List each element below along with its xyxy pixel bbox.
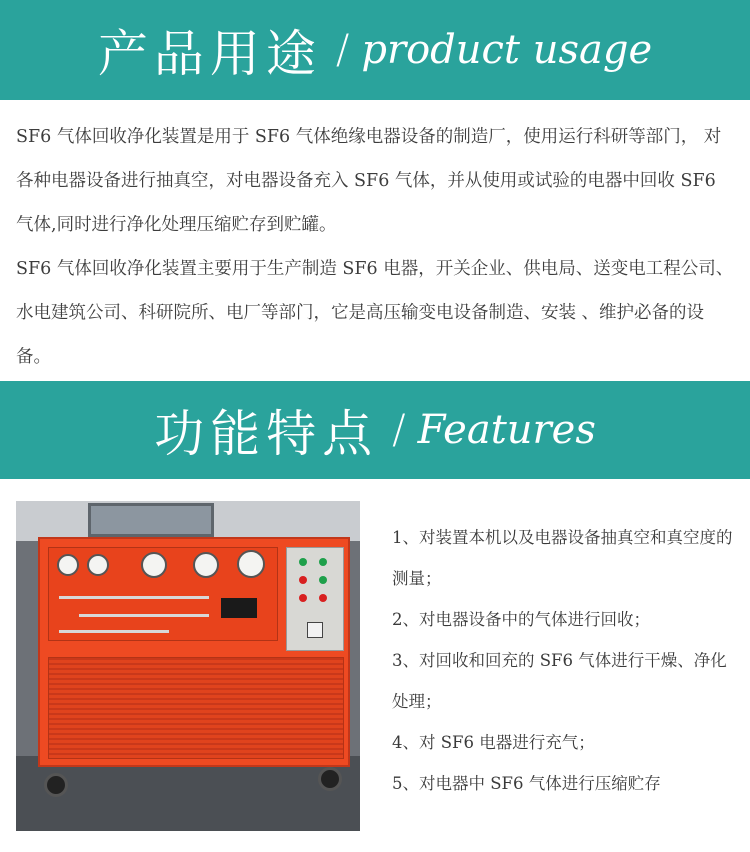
power-switch: [307, 622, 323, 638]
usage-paragraph: SF6 气体回收净化装置主要用于生产制造 SF6 电器，开关企业、供电局、送变电工程公司、水电建筑公司、科研院所、电厂等部门，它是高压输变电设备制造、安装 、维护必备的设备。: [16, 259, 734, 367]
pressure-gauge: [141, 552, 167, 578]
switch-panel: [286, 547, 344, 651]
features-title-en: Features: [417, 407, 596, 453]
features-title-slash: /: [392, 407, 406, 453]
photo-window: [88, 503, 214, 537]
feature-item: 2、对电器设备中的气体进行回收；: [392, 610, 650, 629]
features-title-zh: 功能特点: [154, 405, 379, 463]
pipe: [59, 596, 209, 599]
features-list: [392, 517, 742, 804]
indicator-light: [319, 576, 327, 584]
usage-title-slash: /: [335, 27, 350, 73]
pressure-gauge: [237, 550, 265, 578]
caster-wheel: [318, 767, 342, 791]
pipe: [79, 614, 209, 617]
recovery-machine: [38, 537, 350, 767]
feature-item: 5、对电器中 SF6 气体进行压缩贮存: [392, 774, 661, 793]
indicator-light: [299, 594, 307, 602]
caster-wheel: [44, 773, 68, 797]
indicator-light: [299, 576, 307, 584]
control-panel: [48, 547, 278, 641]
feature-item: 1、对装置本机以及电器设备抽真空和真空度的测量；: [392, 528, 733, 588]
pipe: [59, 630, 169, 633]
usage-title-en: product usage: [361, 27, 653, 73]
vent-grille: [48, 657, 344, 759]
indicator-light: [319, 558, 327, 566]
usage-banner: [0, 0, 750, 100]
features-banner: [0, 381, 750, 479]
indicator-light: [299, 558, 307, 566]
feature-item: 4、对 SF6 电器进行充气；: [392, 733, 595, 752]
indicator-light: [319, 594, 327, 602]
feature-item: 3、对回收和回充的 SF6 气体进行干燥、净化处理；: [392, 651, 727, 711]
product-photo: [16, 501, 360, 831]
pressure-gauge: [193, 552, 219, 578]
usage-paragraph: SF6 气体回收净化装置是用于 SF6 气体绝缘电器设备的制造厂，使用运行科研等部门， 对各种电器设备进行抽真空，对电器设备充入 SF6 气体，并从使用或试验的电器中回收 SF6 气体,同时进行净化处理压缩贮存到贮罐。: [16, 127, 722, 235]
pressure-gauge: [57, 554, 79, 576]
photo-floor: [16, 756, 360, 831]
display-screen: [221, 598, 257, 618]
usage-text: [16, 115, 736, 379]
usage-title-zh: 产品用途: [97, 25, 322, 83]
pressure-gauge: [87, 554, 109, 576]
